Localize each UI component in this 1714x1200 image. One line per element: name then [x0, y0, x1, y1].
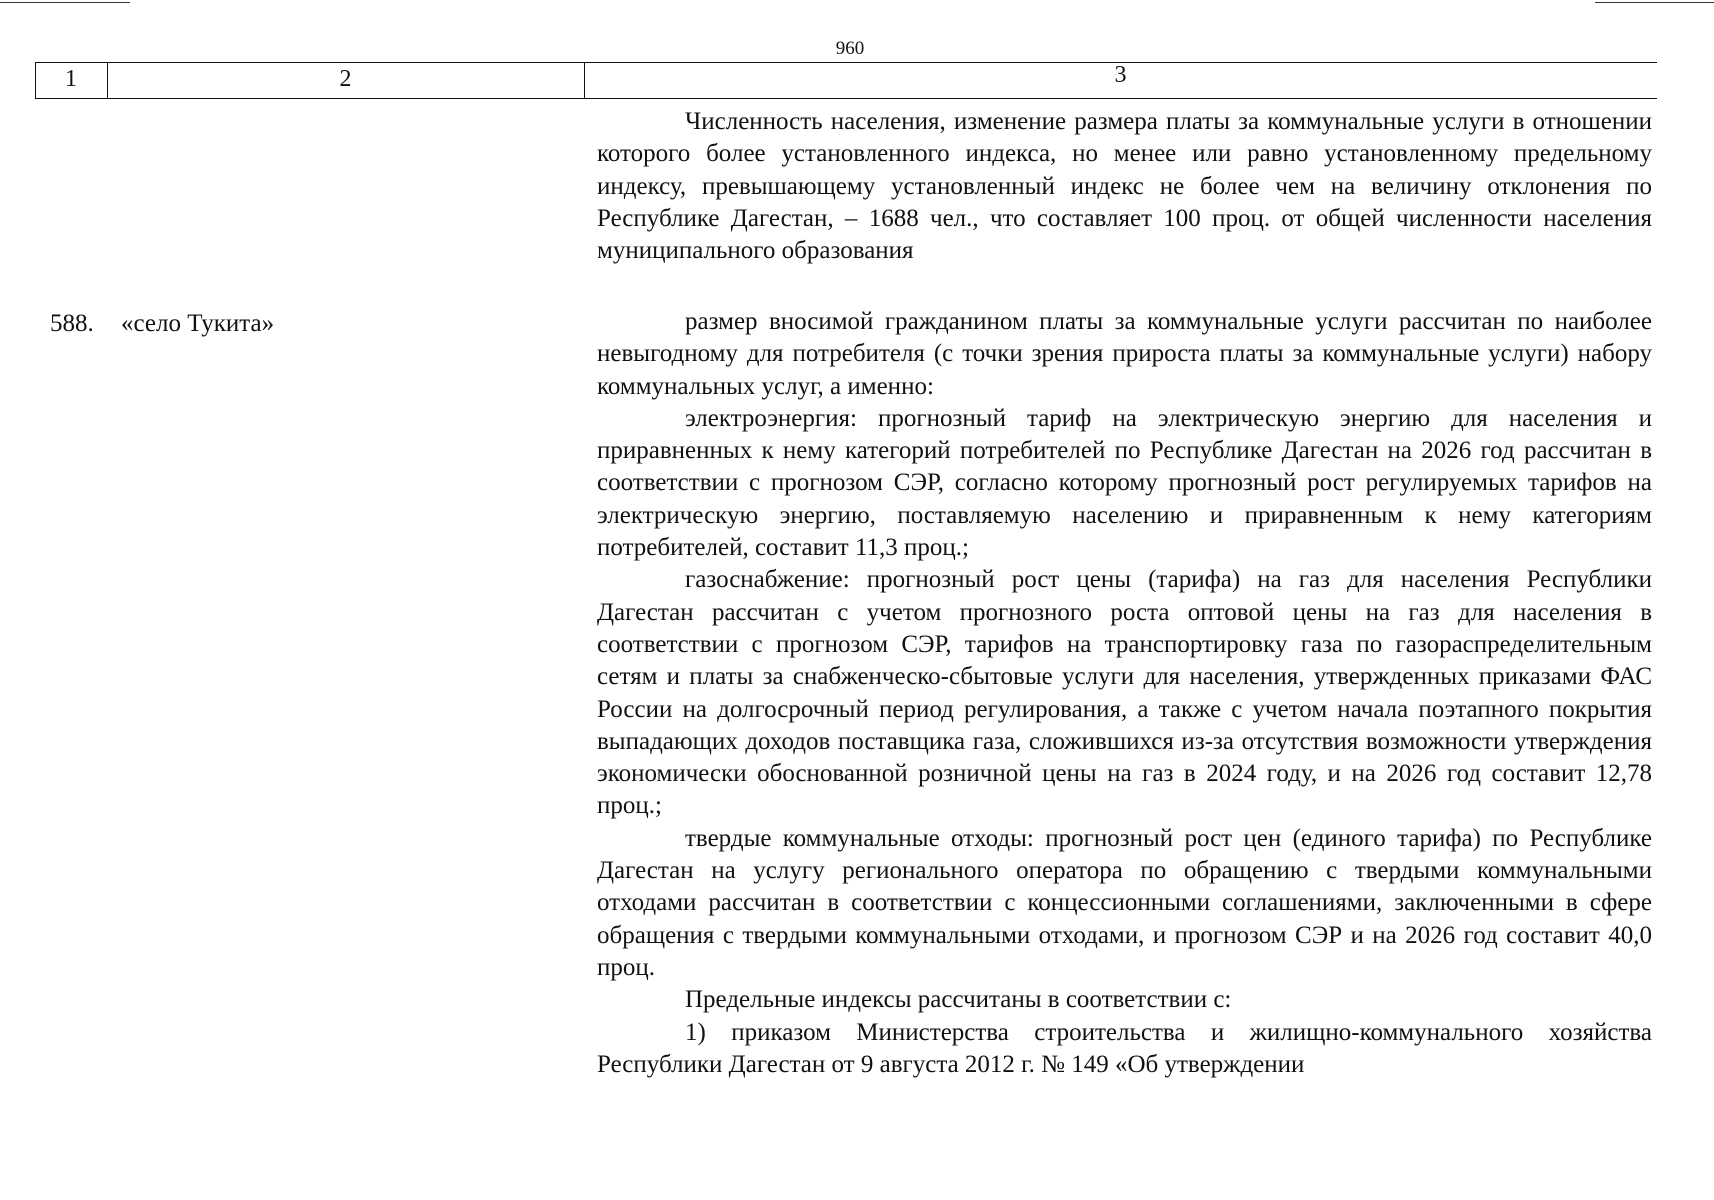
column-header-3: 3 [1114, 62, 1127, 88]
paragraph: Предельные индексы рассчитаны в соответствии с: [685, 986, 1232, 1014]
population-summary-block [597, 106, 1652, 267]
paragraph: 1) приказом Министерства строительства и жилищно-коммунального хозяйства Республики Дагестан от 9 августа 2012 г. № 149 «Об утверждении [597, 1018, 1652, 1078]
column-header-2: 2 [339, 66, 352, 92]
table-header-bottom-border [35, 98, 1657, 99]
page-number: 960 [835, 38, 865, 59]
scan-edge-mark [0, 2, 130, 3]
row-number: 588. [50, 310, 94, 337]
paragraph: Численность населения, изменение размера платы за коммунальные услуги в отношении которого более установленного индекса, но менее или равно установленному предельному индексу, превышающему установленный индекс не более чем на величину отклонения по Республике Дагестан, – 1688 чел., что составляет 100 проц. от общей численности населения муниципального образования [597, 108, 1652, 265]
municipality-name: «село Тукита» [121, 310, 275, 337]
paragraph: электроэнергия: прогнозный тариф на электрическую энергию для населения и приравненных к нему категорий потребителей по Республике Дагестан на 2026 год рассчитан в соответствии с прогнозом СЭР, согласно которому прогнозный рост регулируемых тарифов на электрическую энергию, поставляемую населению и приравненным к нему категориям потребителей, составит 11,3 проц.; [597, 404, 1652, 562]
scan-edge-mark [1595, 2, 1714, 3]
paragraph: газоснабжение: прогнозный рост цены (тарифа) на газ для населения Республики Дагестан рассчитан с учетом прогнозного роста оптовой цены на газ для населения в соответствии с прогнозом СЭР, тарифов на транспортировку газа по газораспределительным сетям и платы за снабженческо-сбытовые услуги для населения, утвержденных приказами ФАС России на долгосрочный период регулирования, а также с учетом начала поэтапного покрытия выпадающих доходов поставщика газа, сложившихся из-за отсутствия возможности утверждения экономически обоснованной розничной цены на газ в 2024 году, и на 2026 год составит 12,78 проц.; [597, 566, 1652, 820]
column-header-1: 1 [65, 66, 77, 92]
tariff-description-block [597, 306, 1652, 1081]
paragraph: твердые коммунальные отходы: прогнозный рост цен (единого тарифа) по Республике Дагестан на услугу регионального оператора по обращению с твердыми коммунальными отходами рассчитан в соответствии с концессионными соглашениями, заключенными в сфере обращения с твердыми коммунальными отходами, и прогнозом СЭР и на 2026 год составит 40,0 проц. [597, 824, 1652, 981]
paragraph: размер вносимой гражданином платы за коммунальные услуги рассчитан по наиболее невыгодному для потребителя (с точки зрения прироста платы за коммунальные услуги) набору коммунальных услуг, а именно: [597, 308, 1652, 400]
